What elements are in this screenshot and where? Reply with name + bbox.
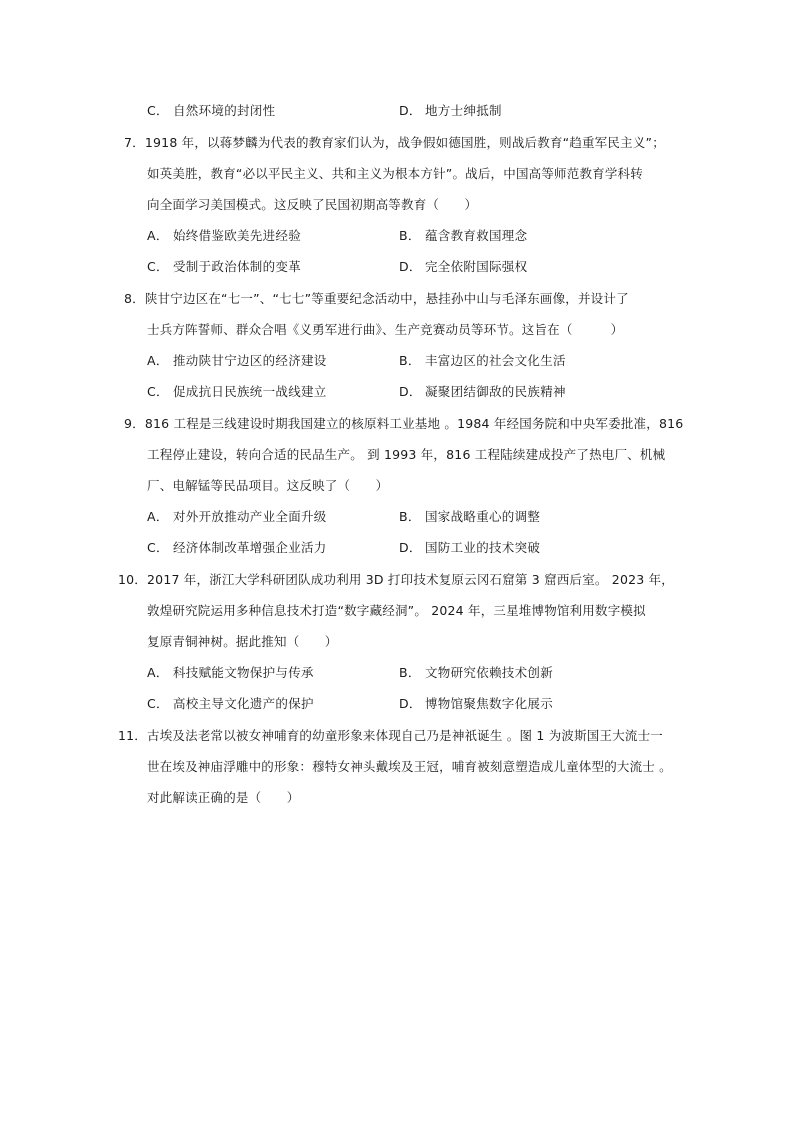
option-key: A． (147, 509, 169, 524)
option-text: 国防工业的技术突破 (425, 540, 541, 555)
q10-option-d (399, 696, 553, 712)
q7-line-3: 向全面学习美国模式。这反映了民国初期高等教育（ ） (147, 197, 478, 212)
option-text: 博物馆聚焦数字化展示 (425, 696, 554, 711)
question-number: 7． (124, 135, 145, 150)
option-text: 完全依附国际强权 (425, 259, 528, 274)
q8-option-d (399, 384, 566, 400)
q10-line-2: 敦煌研究院运用多种信息技术打造“数字藏经洞”。 2024 年，三星堆博物馆利用数字模拟 (147, 603, 646, 618)
question-number: 9． (124, 416, 145, 431)
q7-line-1 (124, 135, 665, 151)
option-text: 受制于政治体制的变革 (173, 259, 302, 274)
q8-line-2: 士兵方阵誓师、群众合唱《义勇军进行曲》、生产竞赛动员等环节。这旨在（ ） (147, 322, 624, 337)
question-text: 816 工程是三线建设时期我国建立的核原料工业基地 。1984 年经国务院和中央军委批准，816 (144, 416, 684, 431)
option-text: 科技赋能文物保护与传承 (173, 665, 314, 680)
q9-line-2: 工程停止建设，转向合适的民品生产。 到 1993 年，816 工程陆续建成投产了热电厂、机械 (147, 447, 666, 462)
option-key: D． (399, 384, 422, 399)
option-key: B． (399, 228, 421, 243)
q10-option-a (147, 665, 314, 681)
question-text: 陕甘宁边区在“七一”、“七七”等重要纪念活动中，悬挂孙中山与毛泽东画像，并设计了 (144, 291, 629, 306)
option-key: B． (399, 665, 421, 680)
option-text: 自然环境的封闭性 (173, 103, 276, 118)
q7-line-2: 如英美胜，教育“必以平民主义、共和主义为根本方针”。战后，中国高等师范教育学科转 (147, 166, 643, 181)
option-key: D． (399, 696, 422, 711)
option-text: 高校主导文化遗产的保护 (173, 696, 314, 711)
option-key: A． (147, 353, 169, 368)
q11-line-3: 对此解读正确的是（ ） (147, 790, 300, 805)
q6-option-d (399, 103, 502, 119)
q9-line-3: 厂、电解锰等民品项目。这反映了（ ） (147, 478, 389, 493)
option-key: C． (147, 696, 169, 711)
option-text: 促成抗日民族统一战线建立 (173, 384, 327, 399)
option-text: 凝聚团结御敌的民族精神 (425, 384, 566, 399)
question-text: 2017 年，浙江大学科研团队成功利用 3D 打印技术复原云冈石窟第 3 窟西后室。 2023 年， (147, 572, 674, 587)
option-key: D． (399, 540, 422, 555)
option-text: 国家战略重心的调整 (425, 509, 541, 524)
option-text: 地方士绅抵制 (425, 103, 502, 118)
option-key: A． (147, 665, 169, 680)
option-key: A． (147, 228, 169, 243)
option-key: D． (399, 103, 422, 118)
q6-option-c (147, 103, 275, 119)
q9-option-b (399, 509, 540, 525)
option-text: 始终借鉴欧美先进经验 (173, 228, 302, 243)
q8-option-a (147, 353, 327, 369)
question-text: 1918 年，以蒋梦麟为代表的教育家们认为，战争假如德国胜，则战后教育“趋重军民主义”； (144, 135, 665, 150)
q8-option-c (147, 384, 327, 400)
option-key: C． (147, 259, 169, 274)
q7-option-c (147, 259, 301, 275)
option-text: 对外开放推动产业全面升级 (173, 509, 327, 524)
question-number: 8． (124, 291, 145, 306)
q10-option-b (399, 665, 553, 681)
q9-option-a (147, 509, 327, 525)
option-key: C． (147, 540, 169, 555)
q9-option-d (399, 540, 540, 556)
question-number: 11． (118, 728, 148, 743)
q7-option-a (147, 228, 301, 244)
option-key: C． (147, 103, 169, 118)
q10-line-1 (118, 572, 674, 588)
q7-option-b (399, 228, 527, 244)
q11-line-2: 世在埃及神庙浮雕中的形象：穆特女神头戴埃及王冠，哺育被刻意塑造成儿童体型的大流士 。 (147, 759, 672, 774)
question-text: 古埃及法老常以被女神哺育的幼童形象来体现自己乃是神祇诞生 。图 1 为波斯国王大流士一 (147, 728, 663, 743)
q11-line-1 (118, 728, 663, 744)
option-key: B． (399, 509, 421, 524)
q9-line-1 (124, 416, 683, 432)
option-text: 经济体制改革增强企业活力 (173, 540, 327, 555)
q10-option-c (147, 696, 314, 712)
question-number: 10． (118, 572, 148, 587)
q8-option-b (399, 353, 566, 369)
option-key: C． (147, 384, 169, 399)
option-text: 丰富边区的社会文化生活 (425, 353, 566, 368)
option-key: B． (399, 353, 421, 368)
q7-option-d (399, 259, 527, 275)
option-key: D． (399, 259, 422, 274)
q9-option-c (147, 540, 327, 556)
q8-line-1 (124, 291, 629, 307)
option-text: 文物研究依赖技术创新 (425, 665, 554, 680)
q10-line-3: 复原青铜神树。据此推知（ ） (147, 634, 338, 649)
option-text: 推动陕甘宁边区的经济建设 (173, 353, 327, 368)
option-text: 蕴含教育救国理念 (425, 228, 528, 243)
